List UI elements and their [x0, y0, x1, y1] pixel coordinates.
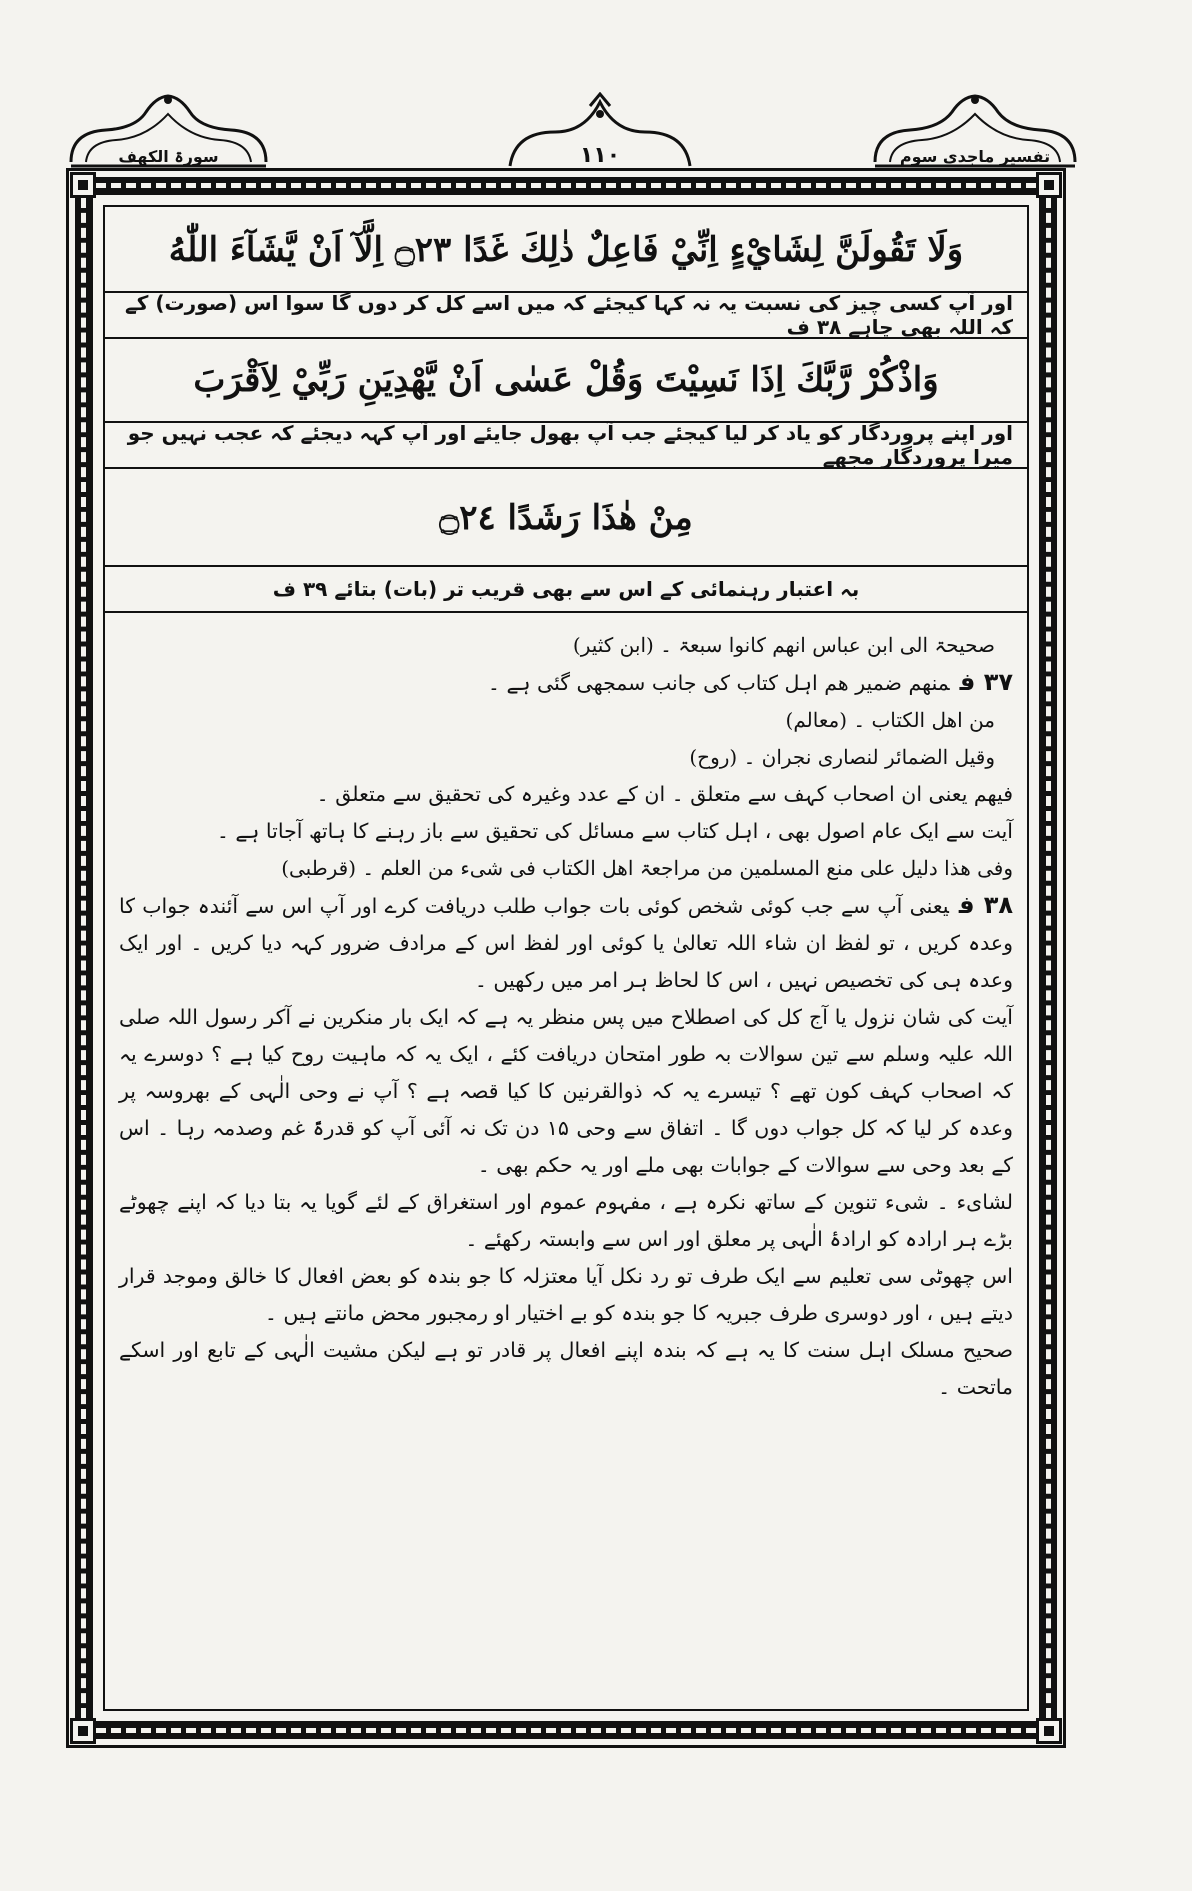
commentary-line: وقیل الضمائر لنصاری نجران ۔ (روح) [689, 745, 995, 769]
commentary-notes [105, 613, 1027, 1406]
verse-translation-2: اور اپنے پروردگار کو یاد کر لیا کیجئے جب آپ بھول جایئے اور آپ کہہ دیجئے کہ عجب نہیں جو میرا پروردگار مجھے [105, 423, 1027, 469]
footnote-text: یعنی آپ سے جب کوئی شخص کوئی بات جواب طلب دریافت کرے اور آپ اس سے آئندہ جواب کا وعدہ کریں ، تو لفظ ان شاء اللہ تعالیٰ یا کوئی اور لفظ اس کے مرادف ضرور کہہ دیا کریں ۔ اور ایک وعدہ ہی کی تخصیص نہیں ، اس کا لحاظ ہر امر میں رکھیں ۔ [119, 894, 1013, 992]
verse-translation-3: بہ اعتبار رہنمائی کے اس سے بھی قریب تر (بات) بتائے ۳۹ ف [105, 567, 1027, 613]
commentary-line: وفی ھذا دلیل علی منع المسلمین من مراجعۃ اھل الکتاب فی شیء من العلم ۔ (قرطبی) [281, 856, 1013, 880]
commentary-paragraph: صحیح مسلک اہل سنت کا یہ ہے کہ بندہ اپنے افعال پر قادر تو ہے لیکن مشیت الٰہی کے تابع اور اسکے ماتحت ۔ [119, 1338, 1013, 1399]
footnote-number: ۳۸ ف [958, 891, 1013, 919]
commentary-line: صحیحۃ الی ابن عباس انھم کانوا سبعۃ ۔ (ابن کثیر) [572, 633, 995, 657]
page-number: ۱۱۰ [579, 143, 621, 168]
page-content [103, 205, 1029, 1711]
header-ornament-center [505, 92, 695, 172]
footnote-text: منھم ضمیر ھم اہل کتاب کی جانب سمجھی گئی ہے ۔ [487, 671, 950, 695]
commentary-line: من اھل الکتاب ۔ (معالم) [785, 708, 995, 732]
footnote [119, 887, 1013, 999]
commentary-paragraph: اس چھوٹی سی تعلیم سے ایک طرف تو رد نکل آیا معتزلہ کا جو بندہ کو بعض افعال کا خالق وموجد قرار دیتے ہیں ، اور دوسری طرف جبریہ کا جو بندہ کو بے اختیار او رمجبور محض مانتے ہیں ۔ [119, 1264, 1013, 1325]
verse-arabic-3: مِنْ هٰذَا رَشَدًا ۝٢٤ [105, 469, 1027, 567]
footnote [119, 664, 1013, 702]
commentary-paragraph: لشایء ۔ شیء تنوین کے ساتھ نکرہ ہے ، مفہوم عموم اور استغراق کے لئے گویا یہ بتا دیا کہ اپنے چھوٹے بڑے ہر ارادہ کو ارادۂ الٰہی پر معلق اور اس سے وابستہ رکھئے ۔ [119, 1190, 1013, 1251]
corner-ornament-icon [70, 1718, 96, 1744]
commentary-paragraph: آیت کی شان نزول یا آج کل کی اصطلاح میں پس منظر یہ ہے کہ ایک بار منکرین نے آکر رسول اللہ صلی اللہ علیہ وسلم سے تین سوالات بہ طور امتحان دریافت کئے ، ایک یہ کہ ماہیت روح کیا ہے ؟ دوسرے یہ کہ اصحاب کہف کون تھے ؟ تیسرے یہ کہ ذوالقرنین کا کیا قصہ ہے ؟ آپ نے وحی الٰہی کے بھروسہ پر وعدہ کر لیا کہ کل جواب دوں گا ۔ اتفاق سے وحی ۱۵ دن تک نہ آئی آپ کو قدرۃً غم وصدمہ رہا ۔ اس کے بعد وحی سے سوالات کے جوابات بھی ملے اور یہ حکم بھی ۔ [119, 1005, 1013, 1177]
header-ornament-left [66, 92, 271, 172]
corner-ornament-icon [70, 172, 96, 198]
surah-name-label: سورۃ الکھف [118, 147, 219, 166]
verse-arabic-1: وَلَا تَقُولَنَّ لِشَايْءٍ اِنِّيْ فَاعِلٌ ذٰلِكَ غَدًا ۝٢٣ اِلَّآ اَنْ يَّشَآءَ اللّٰهُ [105, 207, 1027, 293]
corner-ornament-icon [1036, 172, 1062, 198]
page-frame [66, 168, 1066, 1748]
verse-arabic-2: وَاذْكُرْ رَّبَّكَ اِذَا نَسِيْتَ وَقُلْ عَسٰى اَنْ يَّهْدِيَنِ رَبِّيْ لِاَقْرَبَ [105, 339, 1027, 423]
book-title-label: تفسیر ماجدی سوم [899, 147, 1051, 166]
verse-translation-1: اور آپ کسی چیز کی نسبت یہ نہ کہا کیجئے کہ میں اسے کل کر دوں گا سوا اس (صورت) کے کہ اللہ بھی چاہے ۳۸ ف [105, 293, 1027, 339]
footnote-number: ۳۷ ف [959, 668, 1013, 696]
commentary-line: آیت سے ایک عام اصول بھی ، اہل کتاب سے مسائل کی تحقیق سے باز رہنے کا ہاتھ آجاتا ہے ۔ [216, 819, 1013, 843]
commentary-line: فیھم یعنی ان اصحاب کہف سے متعلق ۔ ان کے عدد وغیرہ کی تحقیق سے متعلق ۔ [316, 782, 1013, 806]
header-ornament-right [870, 92, 1080, 172]
corner-ornament-icon [1036, 1718, 1062, 1744]
